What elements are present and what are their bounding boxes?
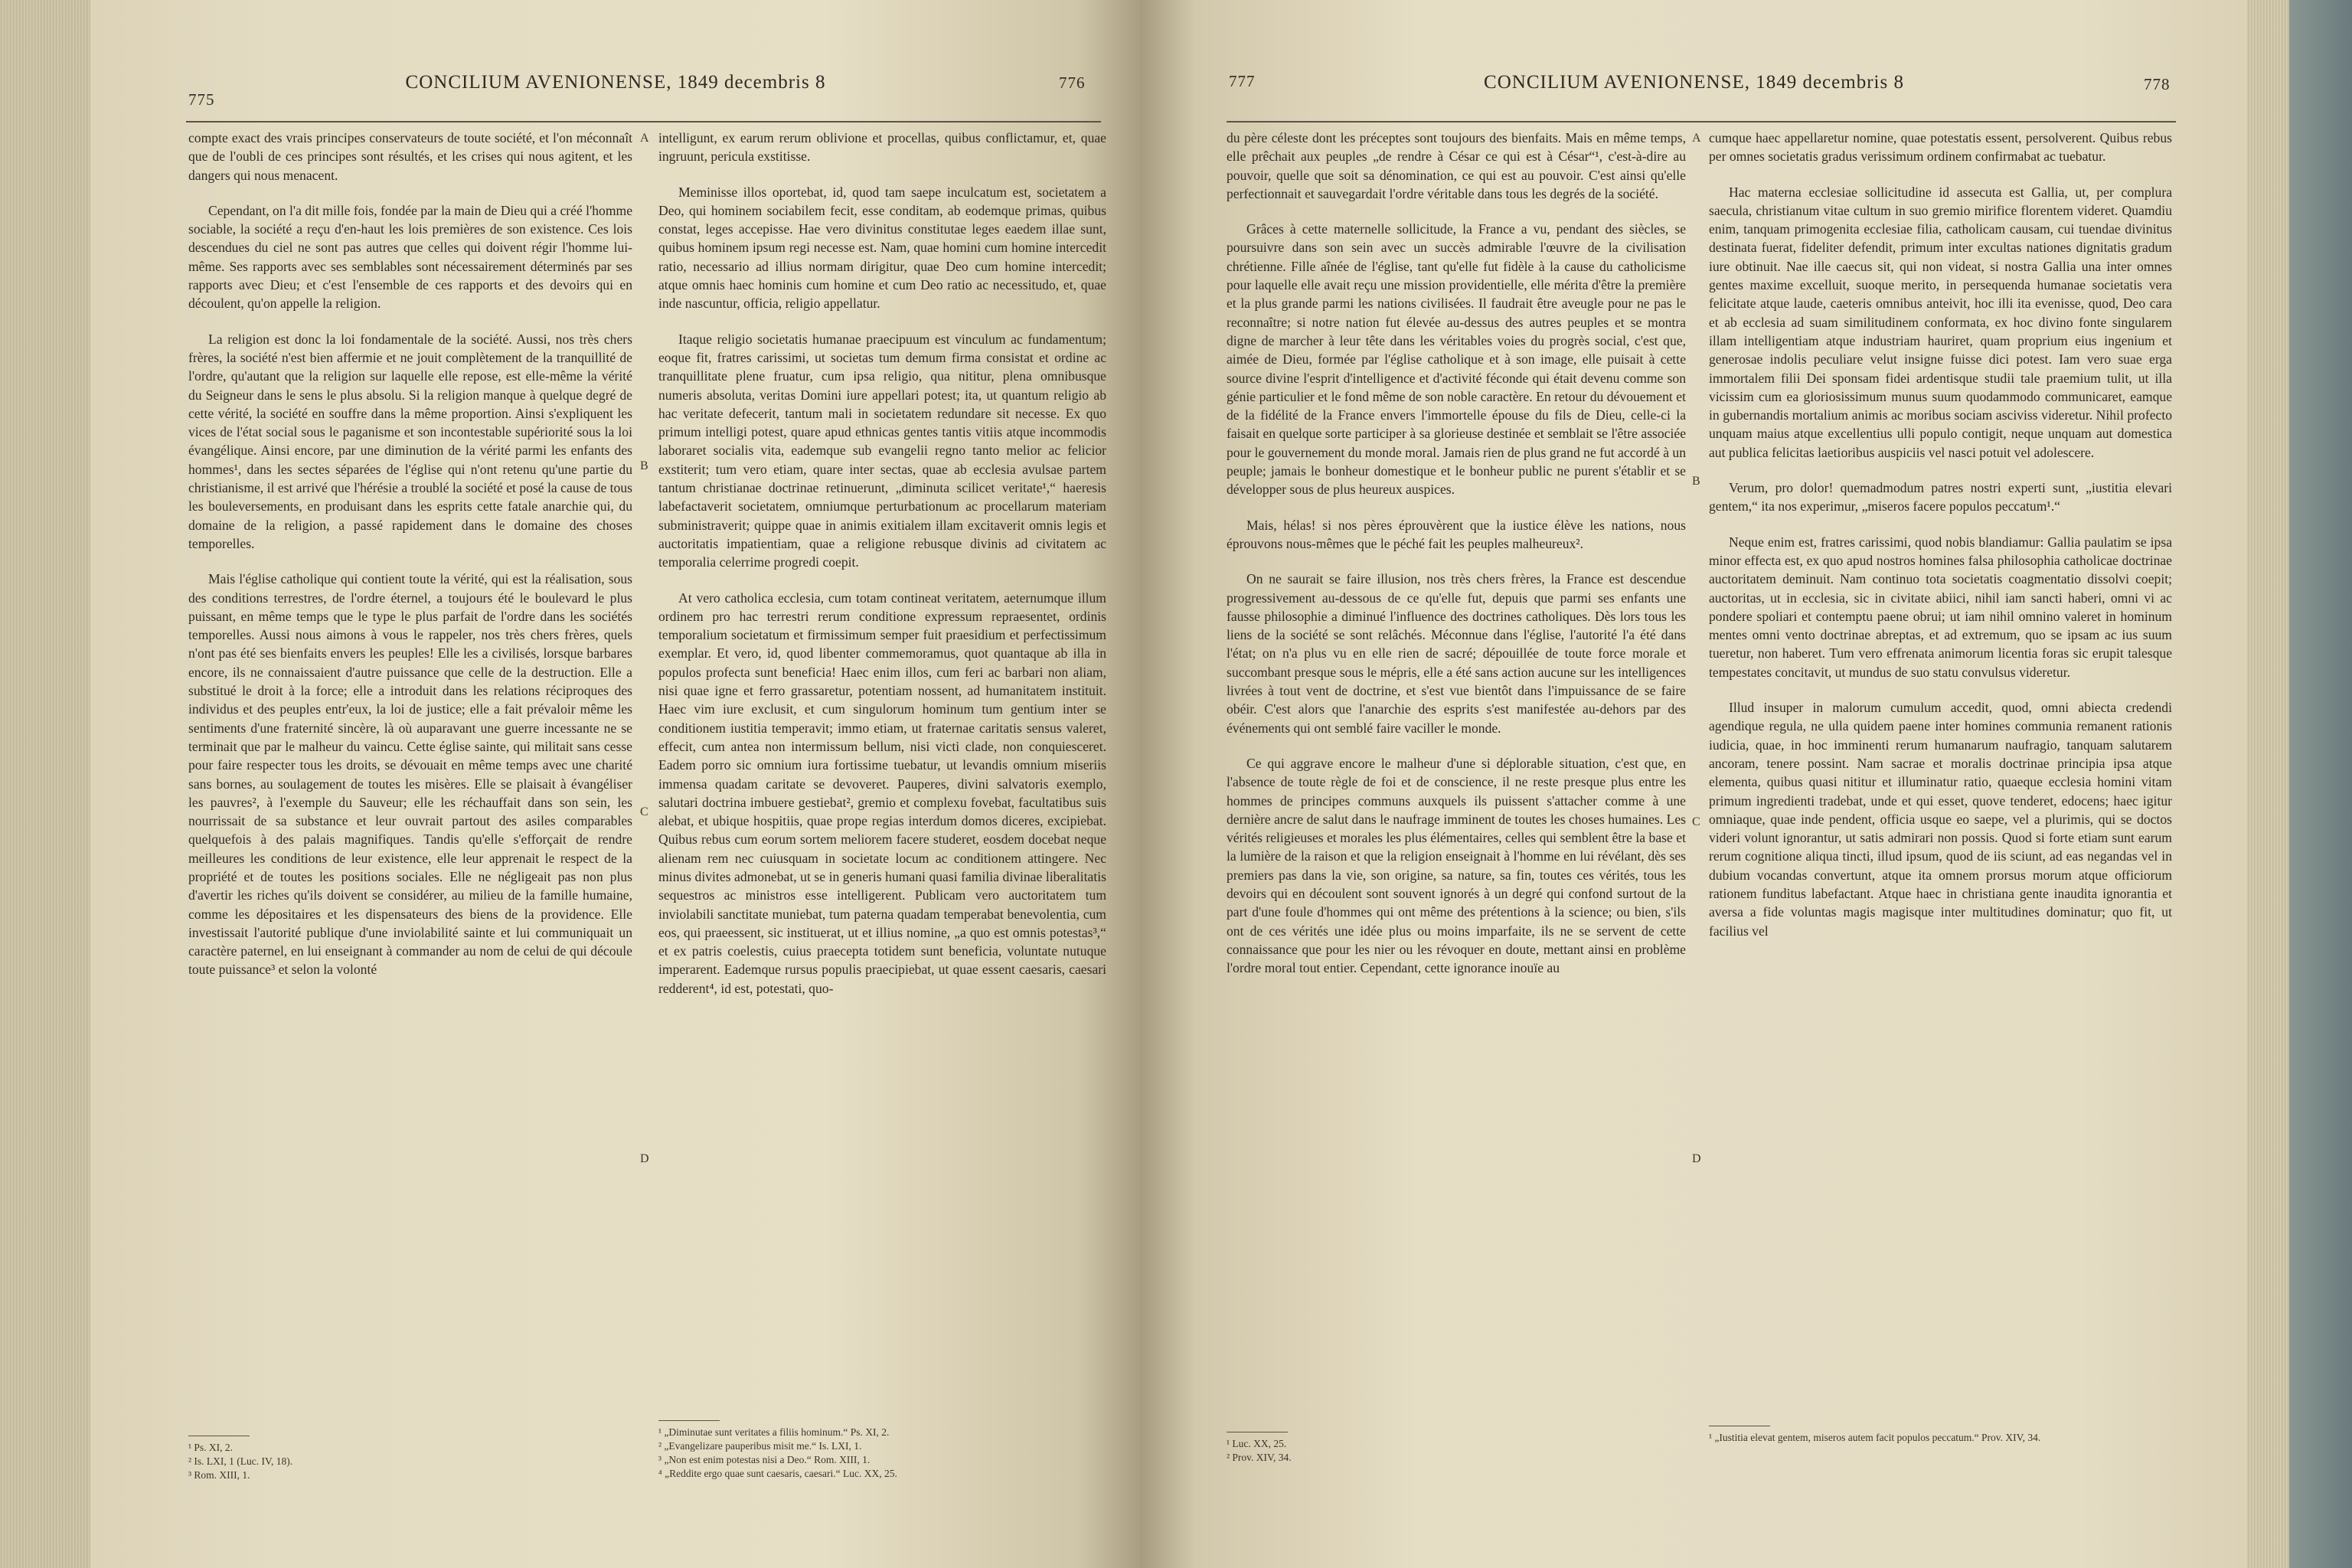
- page-number: 776: [1059, 74, 1086, 92]
- margin-letter: D: [1692, 1152, 1701, 1165]
- book-cover-edge: [2289, 0, 2352, 1568]
- right-page: [1141, 0, 2247, 1568]
- paragraph: intelligunt, ex earum rerum oblivione et procellas, quibus conflictamur, et, quae ingruunt, pericula exstitisse.: [658, 130, 1106, 165]
- footnote: ⁴ „Reddite ergo quae sunt caesaris, caesari.“ Luc. XX, 25.: [658, 1468, 897, 1479]
- paragraph: Ce qui aggrave encore le malheur d'une si déplorable situation, c'est que, en l'absence de toute règle de foi et de conscience, il ne reste presque plus entre les hommes de principes communs auxquels ils puissent s'attacher comme à une dernière ancre de salut dans le naufrage imminent de toutes les choses humaines. Les vérités religieuses et morales les plus élémentaires, celles qui semblent être la base et la lumière de la raison et que la religion enseignait à l'homme en lui révélant, dès ses premiers pas dans la vie, son origine, sa nature, sa fin, toutes ces vérités, tous les devoirs qui en découlent sont souvent ignorés à un degré qui confond surtout de la part d'une foule d'hommes qui ont même des prétentions à la science; ou bien, s'ils ont de ces vérités une idée plus ou moins imparfaite, ils ne se servent de cette connaissance que pour les nier ou les révoquer en doute, mettant ainsi en problème l'ordre moral tout entier. Cependant, cette ignorance inouïe au: [1227, 755, 1686, 976]
- footnote: ¹ „Iustitia elevat gentem, miseros autem facit populos peccatum.“ Prov. XIV, 34.: [1709, 1432, 2041, 1443]
- footnote: ³ „Non est enim potestas nisi a Deo.“ Rom. XIII, 1.: [658, 1454, 871, 1465]
- paragraph: Itaque religio societatis humanae praecipuum est vinculum ac fundamentum; eoque fit, fratres carissimi, ut societas tum demum firma consistat et ordine ac tranquillitate plene fruatur, cum ipsa religio, qua nititur, plena omnibusque numeris absoluta, veritas Domini iure appellari potest; ita, ut quantum religio ab hac veritate defecerit, tantum mali in societatem redundare sit necesse. Ex quo primum intelligi potest, quare apud ethnicas gentes tantis vitiis atque incommodis laboraret socialis vita, eademque sub evangelii regno tanto melior ac felicior exstiterit; tum vero etiam, quare inter sectas, quae ab ecclesia avulsae partem tantum christianae doctrinae retinuerunt, „diminuta scilicet veritate¹,“ haeresis labefactaverit societatem, omniumque perturbationum ac procellarum materiam subministraverit; quippe quae in animis exitialem illam excitaverit omnis legis et auctoritatis impatientiam, quae a religione rebusque divinis ad civitatem ac temporalia celerrime progredi coepit.: [658, 331, 1106, 570]
- margin-letter: A: [640, 132, 649, 145]
- paragraph: compte exact des vrais principes conservateurs de toute société, et l'on méconnaît que de l'oubli de ces principes sont résultés, et les crises qui nous agitent, et les dangers qui nous menacent.: [188, 130, 632, 183]
- paragraph: cumque haec appellaretur nomine, quae potestatis essent, persolverent. Quibus rebus per omnes societatis gradus verissimum ordinem confirmabat ac tuebatur.: [1709, 130, 2172, 165]
- running-head: CONCILIUM AVENIONENSE, 1849 decembris 8: [405, 72, 826, 93]
- margin-letter: A: [1692, 132, 1701, 145]
- margin-letter: B: [1692, 475, 1700, 488]
- margin-letter: C: [1692, 815, 1700, 828]
- book-page-edges-left: [0, 0, 90, 1568]
- paragraph: Cependant, on l'a dit mille fois, fondée par la main de Dieu qui a créé l'homme sociable, la société a reçu d'en-haut les lois premières de son existence. Ces lois descendues du ciel ne sont pas autres que celles qui doivent régir l'homme lui-même. Ses rapports avec ses semblables sont nécessairement déterminés par ses rapports avec Dieu; et c'est l'ensemble de ces rapports et des devoirs qui en découlent, qu'on appelle la religion.: [188, 202, 633, 312]
- footnote: ² „Evangelizare pauperibus misit me.“ Is. LXI, 1.: [658, 1440, 862, 1452]
- page-number: 778: [2144, 75, 2171, 93]
- french-column: [1227, 129, 1686, 977]
- paragraph: On ne saurait se faire illusion, nos très chers frères, la France est descendue progressivement au-dessous de ce qu'elle fut, depuis que parmi ses enfants une fausse philosophie a diminué l'influence des doctrines catholiques. Dès lors tous les liens de la société se sont relâchés. Méconnue dans l'église, l'autorité l'a été dans l'état; on n'a plus vu en elle rien de sacré; dépouillée de toute force morale et succombant presque sous le mépris, elle a été sans action aucune sur les intelligences livrées à tout vent de doctrine, et s'est vue bientôt dans l'impuissance de se faire obéir. C'est alors que l'anarchie des esprits s'est manifestée au-dehors par des événements qui ont semblé faire vaciller le monde.: [1227, 571, 1686, 736]
- page-number: 777: [1229, 72, 1256, 90]
- paragraph: At vero catholica ecclesia, cum totam contineat veritatem, aeternumque illum ordinem pro hac terrestri rerum conditione expressum repraesentet, ordinis temporalium societatum et firmissimum semper fuit praesidium et perfectissimum exemplar. Et vero, id, quod libenter commemoramus, quot quantaque ab illa in populos profecta sunt beneficia! Haec enim illos, cum feri ac barbari non aliam, nisi quae igne et ferro grassaretur, potentiam nossent, ad humanitatem instituit. Haec vim iure exclusit, et cum singulorum hominum tum gentium inter se conditionem iustitia temperavit; immo etiam, ut fraternae caritatis sensus valeret, effecit, cum antea non intermissum bellum, nisi victi clade, non conquiesceret. Eadem porro sic omnium iura fortissime tuebatur, ut levandis omnium miseriis immensa quadam caritate se devoveret. Pauperes, divini salvatoris exemplo, salutari doctrina imbuere gestiebat², gremio et complexu fovebat, facultatibus suis alebat, et ubique hospitiis, quae prope regias interdum domos diceres, excipiebat. Quibus rebus cum eorum sortem meliorem facere studeret, eosdem docebat neque alienam rem nec cuiusquam in societate locum ac conditionem attingere. Nec minus divites admonebat, ut se in generis humani quasi familia divinae liberalitatis sequestros ac ministros esse intelligerent. Publicam vero auctoritatem tum inviolabili sanctitate muniebat, tum paterna quadam temperabat benevolentia, cum eos, qui praeessent, sic instituerat, ut et illius nomine, „a quo est omnis potestas³,“ et ex patris coelestis, cuius praecepta totidem sunt beneficia, voluntate nutuque imperarent. Eademque rursus populis praecipiebat, ut quae essent caesaris, caesari redderent⁴, id est, potestati, quo-: [658, 590, 1106, 996]
- paragraph: Mais, hélas! si nos pères éprouvèrent que la iustice élève les nations, nous éprouvons nous-mêmes que le péché fait les peuples malheureux².: [1227, 517, 1686, 551]
- latin-column: [1709, 129, 2172, 940]
- paragraph: Verum, pro dolor! quemadmodum patres nostri experti sunt, „iustitia elevari gentem,“ ita nos experimur, „miseros facere populos peccatum¹.“: [1709, 480, 2172, 514]
- paragraph: Mais l'église catholique qui contient toute la vérité, qui est la réalisation, sous des conditions terrestres, de l'ordre éternel, a toujours été le boulevard le plus puissant, en même temps que le type le plus parfait de l'ordre dans les sociétés temporelles. Aussi nous aimons à vous le rappeler, nos très chers frères, quels n'ont pas été ses bienfaits envers les peuples! Elle les a civilisés, lorsque barbares encore, ils ne connaissaient d'autre puissance que celle de la destruction. Elle a substitué le droit à la force; elle a introduit dans les relations réciproques des individus et des peuples entr'eux, la loi de justice; elle a fait prévaloir même les sentiments d'une fraternité sincère, là où auparavant une guerre incessante ne se terminait que par le malheur du vaincu. Cette église sainte, qui militait sans cesse pour faire respecter tous les droits, se dévouait en même temps avec une charité sans bornes, au soulagement de toutes les misères. Elle se plaisait à évangéliser les pauvres², à l'exemple du Sauveur; elle les réchauffait dans son sein, les nourrissait de sa substance et leur ouvrait partout des asiles comparables quelquefois à des palais magnifiques. Tandis qu'elle s'efforçait de rendre meilleures les conditions de leur existence, elle leur apprenait le respect de la propriété et de toutes les positions sociales. Elle ne négligeait pas non plus d'avertir les riches qu'ils doivent se considérer, au milieu de la famille humaine, comme les dépositaires et les dispensateurs des biens de la providence. Elle investissait l'autorité publique d'une inviolabilité sainte et lui communiquait un caractère paternel, en lui enseignant à commander au nom de celui de qui découle toute puissance³ et selon la volonté: [188, 571, 632, 978]
- left-page: [90, 0, 1141, 1568]
- footnote: ¹ „Diminutae sunt veritates a filiis hominum.“ Ps. XI, 2.: [658, 1426, 890, 1438]
- footnote: ² Prov. XIV, 34.: [1227, 1452, 1292, 1463]
- french-footnotes: [1227, 1432, 1671, 1465]
- right-page-header: [1141, 67, 2247, 113]
- paragraph: Grâces à cette maternelle sollicitude, la France a vu, pendant des siècles, se poursuivre dans son sein avec un succès admirable l'œuvre de la civilisation chrétienne. Fille aînée de l'église, tant qu'elle fut fidèle à la cause du catholicisme pour laquelle elle avait reçu une mission providentielle, elle mérita d'être la première et la plus grande parmi les nations civilisées. Il faudrait être aveugle pour ne pas le reconnaître; si notre nation fut élevée au-dessus des autres peuples et se montra digne de marcher à leur tête dans les véritables voies du progrès social, c'est que, aimée de Dieu, formée par l'église catholique et à son image, elle puisait à cette source divine l'esprit d'intelligence et d'activité féconde qui était devenu comme son génie particulier et le fond même de son noble caractère. En retour du dévouement et de la fidélité de la France envers l'immortelle épouse du fils de Dieu, celle-ci la faisait en quelque sorte participer à sa glorieuse destinée et semblait se l'être associée pour le gouvernement du monde moral. Jamais rien de plus grand ne fut accordé à un peuple; jamais le bonheur domestique et le bonheur public ne purent s'établir et se développer sous de plus heureux auspices.: [1227, 221, 1686, 498]
- footnote-rule: [658, 1420, 720, 1421]
- header-rule: [186, 121, 1101, 122]
- paragraph: Meminisse illos oportebat, id, quod tam saepe inculcatum est, societatem a Deo, qui hominem sociabilem fecit, esse conditam, ab eodemque primas, quibus constat, leges accepisse. Hae vero divinitus constitutae leges eaedem illae sunt, quibus hominem ipsum regi necesse est. Nam, quae homini cum homine intercedit ratio, necessario ad illius normam dirigitur, quae Deo cum homine intercedit; atque omnis haec hominis cum homine et cum Deo ratio ac necessitudo, et, quae inde nascuntur, officia, religio appellatur.: [658, 184, 1106, 312]
- paragraph: du père céleste dont les préceptes sont toujours des bienfaits. Mais en même temps, elle prêchait aux peuples „de rendre à César ce qui est à César“¹, c'est-à-dire au pouvoir, quelle que soit sa dénomination, ce qui est au pouvoir. C'est ainsi qu'elle perfectionnait et sauvegardait l'ordre véritable dans tous les degrés de la société.: [1227, 130, 1686, 201]
- page-number: 775: [188, 90, 215, 109]
- paragraph: Neque enim est, fratres carissimi, quod nobis blandiamur: Gallia paulatim se ipsa minor effecta est, ex quo apud nostros homines falsa philosophia catholicae doctrinae auctoritatem deminuit. Nam continuo tota societatis coagmentatio dissolvi coepit; auctoritas, ut in ecclesia, sic in civitate abiici, nihil iam sancti haberi, omni vi ac pondere spoliari et contemptu paene obrui; ut iam nihil omnino valeret in hominum mentes omni vento doctrinae abreptas, et ad extremum, quo se ipsam ac ius suum tueretur, non haberet. Tum vero effrenata animorum licentia foras sic erupit talesque tempestates concitavit, ut mundus de suo statu convulsus videretur.: [1709, 534, 2172, 680]
- french-footnotes: [188, 1436, 617, 1482]
- left-page-header: [90, 67, 1141, 113]
- latin-column: [658, 129, 1106, 998]
- footnote: ¹ Ps. XI, 2.: [188, 1442, 234, 1453]
- header-rule: [1227, 121, 2176, 122]
- margin-letter: D: [640, 1152, 649, 1165]
- footnote: ³ Rom. XIII, 1.: [188, 1469, 250, 1481]
- footnote: ² Is. LXI, 1 (Luc. IV, 18).: [188, 1455, 293, 1467]
- margin-letter: B: [640, 459, 648, 472]
- running-head: CONCILIUM AVENIONENSE, 1849 decembris 8: [1484, 72, 1904, 93]
- book-page-edges-right: [2247, 0, 2289, 1568]
- footnote: ¹ Luc. XX, 25.: [1227, 1438, 1287, 1449]
- latin-footnotes: [658, 1420, 1106, 1481]
- paragraph: La religion est donc la loi fondamentale de la société. Aussi, nos très chers frères, la société n'est bien affermie et ne jouit complètement de la tranquillité de l'ordre, qu'autant que la religion sur laquelle elle repose, est elle-même la vérité du Seigneur dans le sens le plus absolu. Si la religion manque à quelque degré de cette vérité, la société en souffre dans la même proportion. Ainsi s'expliquent les vices de l'état social sous le paganisme et son incontestable supériorité sous la loi évangélique. Ainsi encore, par une diminution de la vérité parmi les enfants des hommes¹, dans les sectes séparées de l'église qui n'ont retenu qu'une partie du christianisme, il est arrivé que l'hérésie a troublé la société et posé la cause de tous les bouleversements, en produisant dans les esprits cette fatale anarchie qui, du domaine de la religion, a passé rapidement dans le domaine des choses temporelles.: [188, 331, 632, 551]
- margin-letter: C: [640, 805, 648, 818]
- paragraph: Hac materna ecclesiae sollicitudine id assecuta est Gallia, ut, per complura saecula, christianum vitae cultum in suo gremio mirifice florentem videret. Quamdiu enim, tanquam primogenita ecclesiae filia, catholicam causam, cui tuendae divinitus destinata fuerat, fideliter defendit, primum inter excultas nationes dignitatis gradum iure obtinuit. Nae ille caecus sit, qui non videat, si nostra Gallia una inter omnes gentes maxime excelluit, suoque merito, in persequenda humanae societatis vera felicitate atque laude, caeteris omnibus anteivit, hoc illi ita evenisse, quod, Deo cara et ab ecclesia ad suam similitudinem conformata, ex hoc divino fonte singularem illam intelligentiam atque industriam hauriret, quam proprium eius ingenium et generosae indolis peculiare velut insigne fuisse dici potest. Iam vero suae erga immortalem filii Dei sponsam fidei ardentisque studii tale praemium tulit, ut illa vicissim cum ea gloriosissimum munus suum quodammodo communicaret, eamque in gubernandis mortalium animis ac moribus sociam asciviss videretur. Nihil profecto unquam maius atque excellentius ulli populo contigit, neque unquam aut domestica aut publica felicitas laetioribus auspiciis vel nasci potuit vel adolescere.: [1709, 184, 2172, 460]
- french-column: [188, 129, 632, 979]
- latin-footnotes: [1709, 1426, 2172, 1445]
- paragraph: Illud insuper in malorum cumulum accedit, quod, omni abiecta credendi agendique regula, ne ulla quidem paene inter homines communia remanent rationis iudicia, quae, in hoc imminenti rerum humanarum naufragio, tanquam salutarem ancoram, tenere possint. Nam sacrae et moralis doctrinae principia ipsa atque elementa, quibus quasi nititur et illuminatur ratio, quaeque ecclesia homini vitam primum ingredienti tradebat, unde et qui esset, quove tenderet, edocens; haec igitur omniaque, quae inde pendent, officia usque eo saepe, vel a plurimis, qui se doctos videri volunt ignorantur, ut satis admirari non possis. Quod si forte etiam sunt earum rerum cognitione aliqua tincti, illud ipsum, quod de iis sciunt, ad eas negandas vel in dubium vocandas convertunt, atque ita omnem prorsus morum atque officiorum rationem funditus labefactant. Atque haec in christiana gente inaudita ignorantia et aversa a fide voluntas magis magisque inter multitudines dominatur; quo fit, ut facilius vel: [1709, 700, 2172, 939]
